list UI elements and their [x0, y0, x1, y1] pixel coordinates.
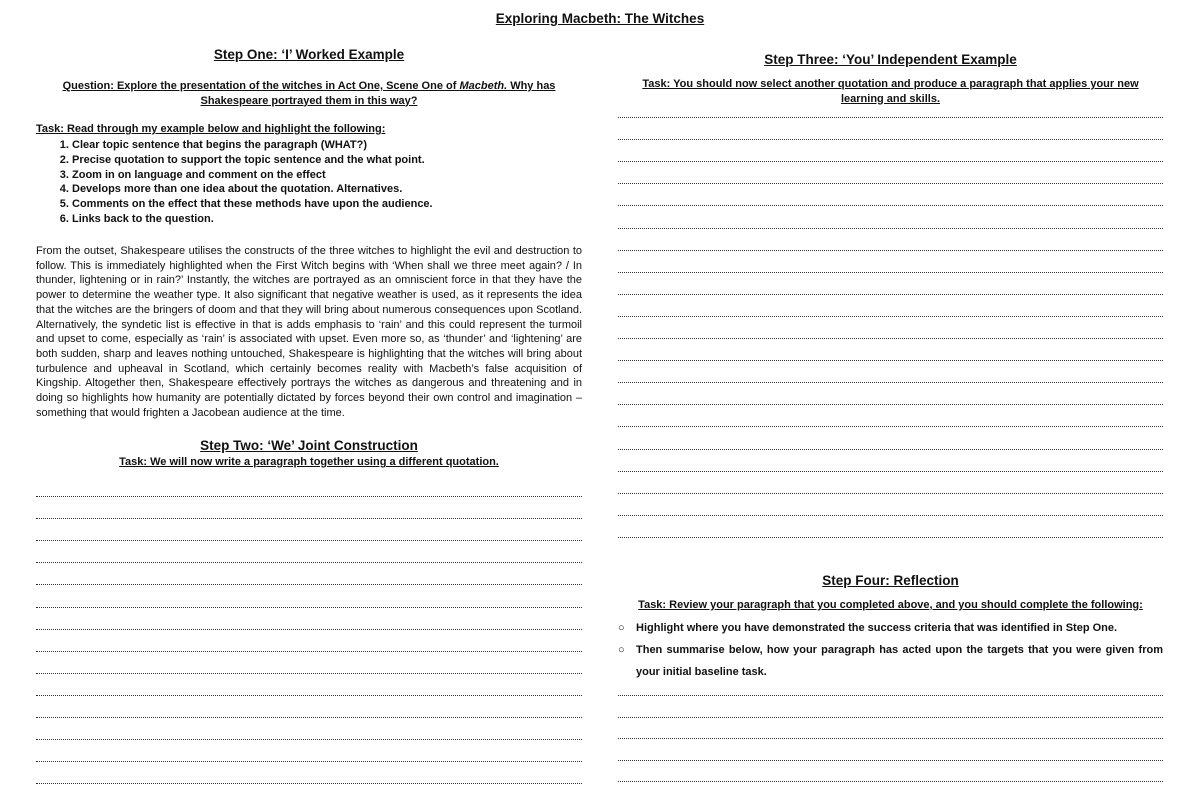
criteria-item: 4. Develops more than one idea about the quotation. Alternatives. — [72, 182, 433, 197]
bullet-circle-icon: ○ — [618, 644, 625, 656]
dotted-writing-line — [36, 783, 582, 784]
step-two-title: Step Two: ‘We’ Joint Construction — [200, 438, 418, 453]
left-column — [36, 0, 582, 809]
question-suffix: Why has Shakespeare portrayed them in this way? — [200, 80, 556, 107]
dotted-writing-line — [36, 739, 582, 740]
question-prefix: Question: Explore the presentation of the witches in Act One, Scene One of — [62, 80, 460, 92]
dotted-writing-line — [36, 695, 582, 696]
criteria-item: 3. Zoom in on language and comment on the effect — [72, 168, 433, 183]
right-column — [618, 0, 1163, 809]
dotted-writing-line — [36, 562, 582, 563]
dotted-writing-line — [36, 518, 582, 519]
criteria-item: 2. Precise quotation to support the topic sentence and the what point. — [72, 153, 433, 168]
step-four-task: Task: Review your paragraph that you completed above, and you should complete the following: — [638, 599, 1143, 611]
dotted-writing-line — [618, 738, 1163, 739]
dotted-writing-line — [36, 607, 582, 608]
step-three-title: Step Three: ‘You’ Independent Example — [764, 52, 1017, 67]
reflection-item-text: Highlight where you have demonstrated the success criteria that was identified in Step One. — [636, 622, 1118, 634]
criteria-item: 6. Links back to the question. — [72, 212, 433, 227]
step-one-task: Task: Read through my example below and highlight the following: — [36, 123, 386, 135]
step-two-task: Task: We will now write a paragraph together using a different quotation. — [119, 456, 499, 468]
dotted-writing-line — [618, 760, 1163, 761]
step-one-title: Step One: ‘I’ Worked Example — [213, 47, 405, 62]
bullet-circle-icon: ○ — [618, 622, 625, 634]
dotted-writing-line — [618, 717, 1163, 718]
dotted-writing-line — [36, 651, 582, 652]
criteria-item: 1. Clear topic sentence that begins the paragraph (WHAT?) — [72, 138, 433, 153]
criteria-item: 5. Comments on the effect that these methods have upon the audience. — [72, 197, 433, 212]
dotted-writing-line — [36, 761, 582, 762]
dotted-writing-line — [36, 540, 582, 541]
step-four-title: Step Four: Reflection — [822, 573, 959, 588]
question-play: Macbeth. — [459, 80, 508, 92]
step-four-writing-lines[interactable] — [618, 0, 1163, 809]
dotted-writing-line — [36, 717, 582, 718]
dotted-writing-line — [618, 695, 1163, 696]
page-title: Exploring Macbeth: The Witches — [495, 11, 705, 26]
dotted-writing-line — [36, 584, 582, 585]
step-three-task: Task: You should now select another quotation and produce a paragraph that applies your new learning and skills. — [642, 78, 1139, 105]
reflection-item-text: Then summarise below, how your paragraph has acted upon the targets that you were given from your initial baseline task. — [636, 644, 1163, 678]
step-two-writing-lines[interactable] — [36, 0, 582, 809]
dotted-writing-line — [36, 629, 582, 630]
dotted-writing-line — [618, 781, 1163, 782]
example-paragraph: From the outset, Shakespeare utilises the constructs of the three witches to highlight the evil and destruction to follow. This is immediately highlighted when the First Witch begins with ‘When shall we three meet again? / In thunder, lightening or in rain?’ Instantly, the witches are portrayed as an omniscient force in that they have the power to determine the weather type. It also significant that negative weather is used, as it represents the idea that the witches are the bringers of doom and that they will bring about numerous consequences upon Scotland. Alternatively, the syndetic list is effective in that is adds emphasis to ‘rain’ and this could represent the turmoil and upset to come, especially as ‘rain’ is associated with upset. Even more so, as ‘thunder’ and ‘lightening’ are both sudden, sharp and leaves nothing untouched, Shakespeare is highlighting that the witches will bring about turbulence and upheaval in Scotland, which certainly becomes reality with Macbeth’s false acquisition of Kingship. Altogether then, Shakespeare effectively portrays the witches as dangerous and threatening and in doing so highlights how humanity are potentially dictated by forces beyond their own control and imagination – something that would frighten a Jacobean audience at the time. — [36, 245, 582, 419]
dotted-writing-line — [36, 673, 582, 674]
dotted-writing-line — [36, 496, 582, 497]
